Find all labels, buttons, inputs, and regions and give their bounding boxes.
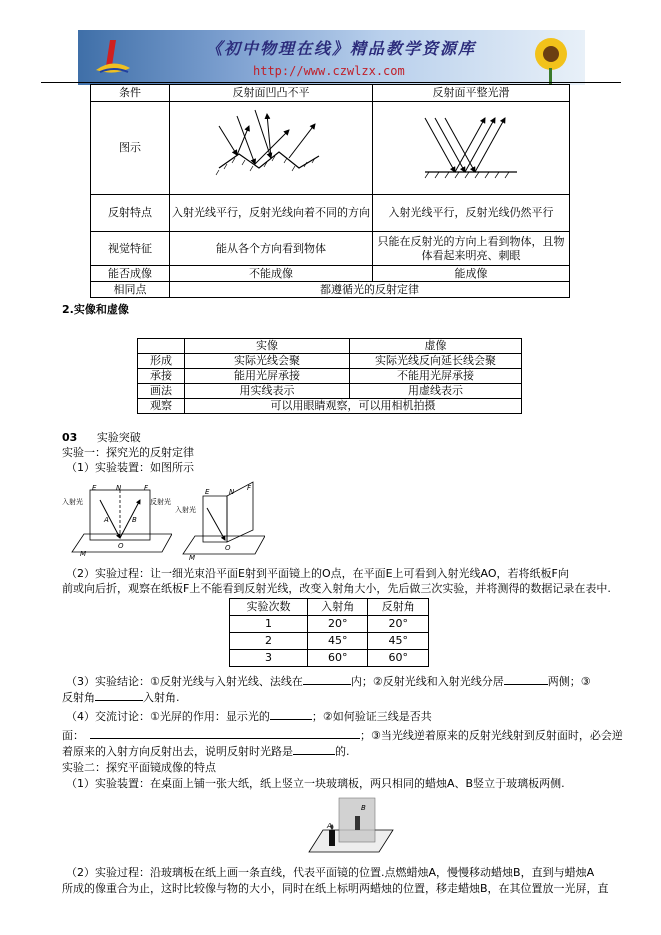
table-cell: 20°: [308, 616, 368, 633]
table-cell: 能从各个方向看到物体: [170, 232, 373, 266]
conclusion-text: 内；②反射光线和入射光线分居: [350, 675, 504, 688]
exp2-title: 实验二：探究平面镜成像的特点: [62, 761, 216, 774]
table-header: 条件: [91, 85, 170, 102]
table-row: [91, 85, 570, 102]
diffuse-reflection-diagram: [211, 106, 331, 186]
exp1-discussion-line3: [62, 744, 350, 759]
specular-reflection-diagram: [411, 106, 531, 186]
table-header: 反射面平整光滑: [373, 85, 570, 102]
logo-icon: [90, 36, 136, 80]
exp1-process-line1: （2）实验过程：让一细光束沿平面E射到平面镜上的O点，在平面E上可看到入射光线AO，若将纸板F向: [66, 567, 569, 580]
table-cell: 入射光线平行，反射光线仍然平行: [373, 195, 570, 232]
table-cell: 2: [230, 633, 308, 650]
table-cell: 相同点: [91, 282, 170, 298]
specular-figure-cell: [373, 102, 570, 195]
reflection-compare-table: [90, 84, 570, 298]
table-row: [138, 399, 522, 414]
table-header: [138, 339, 185, 354]
table-cell: 20°: [368, 616, 429, 633]
discussion-text: ；②如何验证三线是否共: [311, 710, 432, 723]
incident-label-2: 入射光: [175, 506, 196, 514]
candle-a-label: A: [327, 822, 332, 830]
table-row: [138, 354, 522, 369]
table-cell: 反射特点: [91, 195, 170, 232]
conclusion-text: 两侧；③: [547, 675, 591, 688]
reflected-label: 反射光: [150, 498, 171, 506]
table-cell: 45°: [308, 633, 368, 650]
label-b: B: [132, 516, 137, 524]
reflection-board-figure-1: [62, 482, 172, 558]
table-cell: 能否成像: [91, 266, 170, 282]
label-m: M: [80, 550, 87, 558]
table-header: 入射角: [308, 599, 368, 616]
conclusion-text: 入射角.: [143, 691, 180, 704]
label-e-2: E: [205, 488, 210, 496]
table-cell: 形成: [138, 354, 185, 369]
table-row: [91, 195, 570, 232]
exp1-discussion-line2: [62, 728, 623, 743]
table-cell: 只能在反射光的方向上看到物体，且物体看起来明亮、刺眼: [373, 232, 570, 266]
discussion-text: 着原来的入射方向反射出去，说明反射时光路是: [62, 745, 293, 758]
discussion-text: 面：: [62, 729, 84, 742]
discussion-text: 的.: [335, 745, 350, 758]
exp1-process-line2: 前或向后折，观察在纸板F上不能看到反射光线，改变入射角大小，先后做三次实验，并将测得的数据记录在表中.: [62, 582, 611, 595]
table-cell: 画法: [138, 384, 185, 399]
label-o: O: [118, 542, 124, 550]
exp1-title: 实验一：探究光的反射定律: [62, 446, 194, 459]
table-cell: 45°: [368, 633, 429, 650]
table-cell: 视觉特征: [91, 232, 170, 266]
table-cell: 用实线表示: [185, 384, 350, 399]
table-cell: 实际光线会聚: [185, 354, 350, 369]
table-cell: 3: [230, 650, 308, 667]
exp1-discussion-line1: [66, 709, 432, 724]
label-a: A: [104, 516, 109, 524]
table-row: [91, 232, 570, 266]
experiment-data-table: [229, 598, 429, 667]
label-e: E: [92, 484, 97, 492]
table-row: [230, 616, 429, 633]
table-cell: 不能用光屏承接: [350, 369, 522, 384]
label-f-2: F: [247, 484, 252, 492]
label-o-2: O: [225, 544, 231, 552]
label-f: F: [144, 484, 149, 492]
section-title: 实验突破: [96, 431, 141, 444]
exp2-process-line2: 所成的像重合为止，这时比较像与物的大小，同时在纸上标明两蜡烛的位置，移走蜡烛B，在其位置放一光屏，直: [62, 882, 609, 895]
section-number: 03: [62, 431, 78, 444]
exp2-process-line1: （2）实验过程：沿玻璃板在纸上画一条直线，代表平面镜的位置.点燃蜡烛A，慢慢移动蜡烛B，直到与蜡烛A: [66, 866, 595, 879]
table-row: [91, 102, 570, 195]
table-cell: 观察: [138, 399, 185, 414]
conclusion-text: 反射角: [62, 691, 95, 704]
table-cell: 承接: [138, 369, 185, 384]
table-cell: 60°: [368, 650, 429, 667]
blank-sides[interactable]: [504, 674, 548, 685]
header-rule: [41, 82, 621, 83]
incident-label: 入射光: [62, 498, 83, 506]
table-row: [91, 282, 570, 298]
table-row: [138, 384, 522, 399]
table-cell: 60°: [308, 650, 368, 667]
reflection-board-figure-2: [175, 478, 265, 562]
table-row: [230, 633, 429, 650]
plane-mirror-figure: [305, 794, 395, 858]
table-row: [138, 339, 522, 354]
table-header: 反射角: [368, 599, 429, 616]
table-cell: 图示: [91, 102, 170, 195]
candle-b-label: B: [361, 804, 366, 812]
sunflower-icon: [527, 32, 575, 84]
section-2-title: 2.实像和虚像: [62, 303, 129, 316]
discussion-text: ；③当光线逆着原来的反射光线射到反射面时，必会逆: [360, 729, 623, 742]
banner-title: 《初中物理在线》精品教学资源库: [206, 39, 477, 58]
exp1-conclusion-line1: [66, 674, 591, 689]
discussion-text: （4）交流讨论：①光屏的作用：显示光的: [66, 710, 270, 723]
exp1-apparatus: （1）实验装置：如图所示: [66, 461, 194, 474]
conclusion-text: （3）实验结论：①反射光线与入射光线、法线在: [66, 675, 303, 688]
section-03-heading: [62, 431, 141, 445]
table-cell: 用虚线表示: [350, 384, 522, 399]
table-cell: 实际光线反向延长线会聚: [350, 354, 522, 369]
blank-reversible[interactable]: [293, 744, 335, 755]
blank-plane[interactable]: [303, 674, 351, 685]
table-row: [91, 266, 570, 282]
table-row: [230, 599, 429, 616]
table-header: 实验次数: [230, 599, 308, 616]
table-cell: 不能成像: [170, 266, 373, 282]
table-header: 实像: [185, 339, 350, 354]
blank-coplanar-method[interactable]: [90, 728, 360, 739]
table-header: 反射面凹凸不平: [170, 85, 373, 102]
table-cell: 都遵循光的反射定律: [170, 282, 570, 298]
label-n: N: [116, 484, 122, 492]
table-cell: 入射光线平行，反射光线向着不同的方向: [170, 195, 373, 232]
table-row: [230, 650, 429, 667]
blank-screen-role[interactable]: [270, 709, 312, 720]
exp2-apparatus: （1）实验装置：在桌面上铺一张大纸，纸上竖立一块玻璃板，两只相同的蜡烛A、B竖立于玻璃板两侧.: [66, 777, 565, 790]
real-virtual-image-table: [137, 338, 522, 414]
banner-url: http://www.czwlzx.com: [253, 64, 405, 78]
blank-angle-relation[interactable]: [95, 690, 143, 701]
header-banner: [78, 30, 585, 85]
table-cell: 1: [230, 616, 308, 633]
exp1-conclusion-line2: [62, 690, 180, 705]
table-header: 虚像: [350, 339, 522, 354]
table-cell: 能成像: [373, 266, 570, 282]
label-m-2: M: [189, 554, 196, 562]
diffuse-figure-cell: [170, 102, 373, 195]
label-n-2: N: [229, 488, 235, 496]
table-row: [138, 369, 522, 384]
table-cell: 可以用眼睛观察，可以用相机拍摄: [185, 399, 522, 414]
table-cell: 能用光屏承接: [185, 369, 350, 384]
